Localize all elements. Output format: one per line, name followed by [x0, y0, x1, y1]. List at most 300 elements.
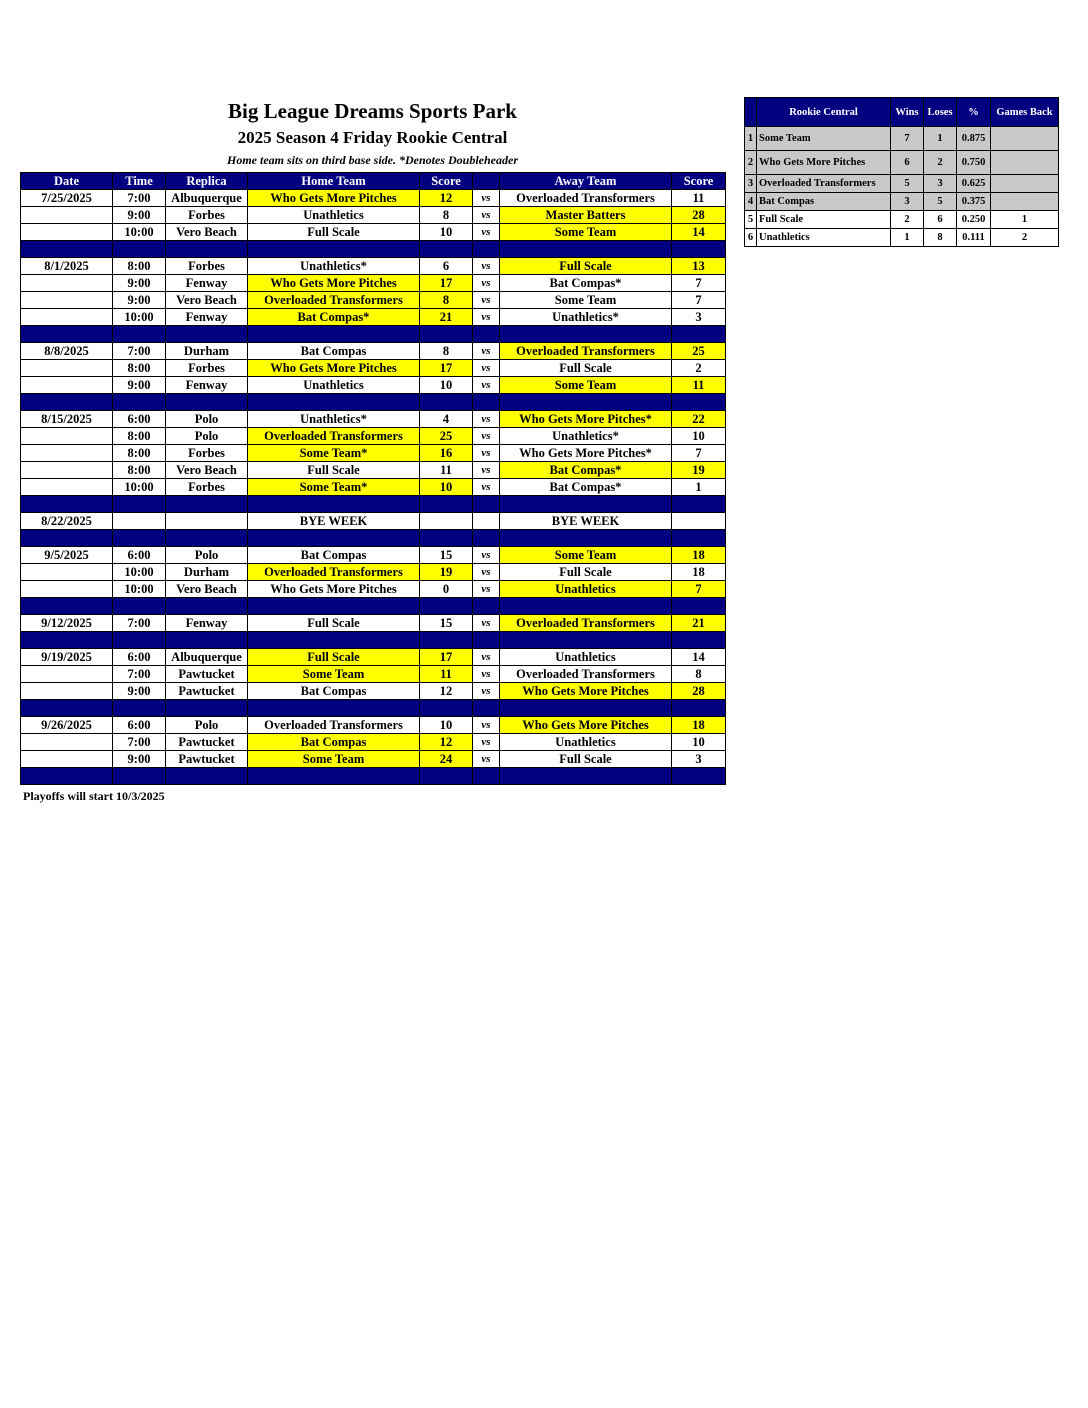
standings-header-rank: [745, 98, 757, 127]
separator-cell: [500, 496, 672, 513]
separator-cell: [21, 530, 113, 547]
cell-away: Some Team: [500, 224, 672, 241]
cell-away: Unathletics: [500, 649, 672, 666]
standings-pct: 0.375: [957, 193, 991, 211]
cell-home-score: 10: [420, 717, 473, 734]
game-row: [21, 581, 726, 598]
cell-home: Some Team*: [248, 445, 420, 462]
separator-row: [21, 632, 726, 649]
standings-games-back: [991, 127, 1059, 151]
separator-row: [21, 496, 726, 513]
cell-vs: vs: [473, 377, 500, 394]
separator-cell: [113, 326, 166, 343]
separator-cell: [473, 326, 500, 343]
game-row: [21, 717, 726, 734]
cell-date: [21, 445, 113, 462]
cell-vs: vs: [473, 462, 500, 479]
cell-home-score: 10: [420, 479, 473, 496]
cell-home: Full Scale: [248, 462, 420, 479]
header-home-score: Score: [420, 173, 473, 190]
separator-cell: [473, 700, 500, 717]
cell-away-score: 21: [672, 615, 726, 632]
cell-away: Who Gets More Pitches: [500, 717, 672, 734]
cell-vs: vs: [473, 428, 500, 445]
cell-replica: Vero Beach: [166, 224, 248, 241]
cell-home: Who Gets More Pitches: [248, 190, 420, 207]
cell-home: Unathletics: [248, 377, 420, 394]
cell-date: 9/5/2025: [21, 547, 113, 564]
cell-date: [21, 462, 113, 479]
standings-division: Overloaded Transformers: [757, 175, 891, 193]
cell-home: Unathletics*: [248, 258, 420, 275]
cell-away-score: 7: [672, 275, 726, 292]
cell-vs: vs: [473, 615, 500, 632]
cell-away-score: 18: [672, 547, 726, 564]
cell-home: Full Scale: [248, 649, 420, 666]
cell-date: [21, 581, 113, 598]
cell-home: Who Gets More Pitches: [248, 275, 420, 292]
separator-cell: [672, 394, 726, 411]
separator-cell: [166, 530, 248, 547]
cell-replica: Albuquerque: [166, 649, 248, 666]
header-date: Date: [21, 173, 113, 190]
separator-cell: [500, 530, 672, 547]
cell-time: 10:00: [113, 309, 166, 326]
cell-date: 8/8/2025: [21, 343, 113, 360]
separator-cell: [113, 598, 166, 615]
standings-wins: 1: [891, 229, 924, 247]
cell-time: 8:00: [113, 360, 166, 377]
cell-vs: vs: [473, 411, 500, 428]
cell-away: Unathletics*: [500, 428, 672, 445]
cell-home: Bat Compas*: [248, 309, 420, 326]
cell-replica: Polo: [166, 428, 248, 445]
cell-home-score: 21: [420, 309, 473, 326]
standings-games-back: [991, 175, 1059, 193]
cell-replica: Fenway: [166, 309, 248, 326]
game-row: [21, 462, 726, 479]
cell-away: Bat Compas*: [500, 462, 672, 479]
game-row: [21, 411, 726, 428]
cell-home: Overloaded Transformers: [248, 292, 420, 309]
cell-away: Full Scale: [500, 751, 672, 768]
separator-cell: [420, 598, 473, 615]
standings-header-wins: Wins: [891, 98, 924, 127]
cell-vs: vs: [473, 292, 500, 309]
cell-vs: vs: [473, 649, 500, 666]
standings-rank: 5: [745, 211, 757, 229]
standings-rank: 2: [745, 151, 757, 175]
separator-cell: [166, 768, 248, 785]
cell-vs: vs: [473, 275, 500, 292]
separator-cell: [113, 768, 166, 785]
standings-division: Who Gets More Pitches: [757, 151, 891, 175]
cell-away: Some Team: [500, 292, 672, 309]
separator-cell: [500, 326, 672, 343]
cell-away: Full Scale: [500, 258, 672, 275]
standings-pct: 0.750: [957, 151, 991, 175]
standings-division: Some Team: [757, 127, 891, 151]
cell-away-score: 14: [672, 224, 726, 241]
game-row: [21, 547, 726, 564]
cell-home-score: 11: [420, 666, 473, 683]
separator-cell: [21, 598, 113, 615]
separator-cell: [248, 241, 420, 258]
separator-cell: [113, 530, 166, 547]
cell-time: 9:00: [113, 377, 166, 394]
cell-away: Some Team: [500, 547, 672, 564]
standings-games-back: [991, 151, 1059, 175]
cell-vs: vs: [473, 207, 500, 224]
cell-time: 6:00: [113, 547, 166, 564]
standings-division: Full Scale: [757, 211, 891, 229]
cell-away: Some Team: [500, 377, 672, 394]
cell-time: 7:00: [113, 734, 166, 751]
standings-games-back: 2: [991, 229, 1059, 247]
standings-wins: 2: [891, 211, 924, 229]
playoffs-note: Playoffs will start 10/3/2025: [23, 789, 165, 803]
game-row: [21, 615, 726, 632]
separator-cell: [248, 598, 420, 615]
standings-loses: 1: [924, 127, 957, 151]
cell-home-score: 17: [420, 360, 473, 377]
separator-cell: [420, 632, 473, 649]
game-row: [21, 751, 726, 768]
separator-cell: [672, 768, 726, 785]
cell-date: 8/15/2025: [21, 411, 113, 428]
separator-cell: [500, 632, 672, 649]
separator-cell: [420, 241, 473, 258]
cell-away-score: 10: [672, 734, 726, 751]
cell-home: Who Gets More Pitches: [248, 581, 420, 598]
cell-time: 8:00: [113, 462, 166, 479]
cell-home: Who Gets More Pitches: [248, 360, 420, 377]
standings-row: [745, 175, 1059, 193]
cell-home-score: 17: [420, 649, 473, 666]
cell-date: [21, 734, 113, 751]
cell-time: 10:00: [113, 479, 166, 496]
standings-row: [745, 211, 1059, 229]
cell-away: Overloaded Transformers: [500, 666, 672, 683]
cell-replica: Fenway: [166, 275, 248, 292]
standings-loses: 6: [924, 211, 957, 229]
cell-time: 8:00: [113, 445, 166, 462]
cell-replica: Forbes: [166, 445, 248, 462]
cell-away-score: [672, 513, 726, 530]
cell-away-score: 28: [672, 683, 726, 700]
cell-away: Full Scale: [500, 360, 672, 377]
cell-date: 8/22/2025: [21, 513, 113, 530]
cell-replica: [166, 513, 248, 530]
game-row: [21, 309, 726, 326]
cell-away-score: 3: [672, 309, 726, 326]
cell-replica: Pawtucket: [166, 666, 248, 683]
page-note: Home team sits on third base side. *Denotes Doubleheader: [227, 153, 518, 167]
cell-away-score: 2: [672, 360, 726, 377]
cell-home-score: 16: [420, 445, 473, 462]
cell-away-score: 1: [672, 479, 726, 496]
cell-vs: [473, 513, 500, 530]
page-title: Big League Dreams Sports Park: [228, 99, 517, 123]
standings-rank: 6: [745, 229, 757, 247]
cell-time: 9:00: [113, 207, 166, 224]
cell-home-score: 12: [420, 190, 473, 207]
cell-away: Overloaded Transformers: [500, 343, 672, 360]
separator-cell: [473, 768, 500, 785]
cell-time: 9:00: [113, 751, 166, 768]
cell-vs: vs: [473, 445, 500, 462]
cell-vs: vs: [473, 479, 500, 496]
cell-time: 7:00: [113, 666, 166, 683]
cell-time: 10:00: [113, 581, 166, 598]
game-row: [21, 666, 726, 683]
separator-cell: [166, 326, 248, 343]
cell-home: Some Team: [248, 751, 420, 768]
cell-vs: vs: [473, 683, 500, 700]
schedule-header-row: [21, 173, 726, 190]
cell-replica: Forbes: [166, 207, 248, 224]
separator-row: [21, 394, 726, 411]
cell-home: Bat Compas: [248, 343, 420, 360]
cell-date: 8/1/2025: [21, 258, 113, 275]
cell-replica: Durham: [166, 343, 248, 360]
separator-cell: [420, 326, 473, 343]
game-row: [21, 360, 726, 377]
cell-vs: vs: [473, 258, 500, 275]
cell-vs: vs: [473, 564, 500, 581]
cell-away-score: 7: [672, 445, 726, 462]
separator-cell: [21, 496, 113, 513]
cell-home-score: [420, 513, 473, 530]
separator-cell: [166, 632, 248, 649]
cell-replica: Pawtucket: [166, 751, 248, 768]
separator-cell: [113, 632, 166, 649]
cell-home: Unathletics: [248, 207, 420, 224]
game-row: [21, 224, 726, 241]
separator-cell: [672, 241, 726, 258]
separator-cell: [21, 241, 113, 258]
cell-home: Bat Compas: [248, 734, 420, 751]
separator-cell: [500, 700, 672, 717]
cell-away-score: 19: [672, 462, 726, 479]
game-row: [21, 190, 726, 207]
cell-date: 9/26/2025: [21, 717, 113, 734]
cell-away: Who Gets More Pitches*: [500, 411, 672, 428]
cell-date: [21, 479, 113, 496]
separator-cell: [248, 496, 420, 513]
cell-home: Full Scale: [248, 224, 420, 241]
separator-cell: [672, 496, 726, 513]
game-row: [21, 275, 726, 292]
schedule-table: [20, 172, 726, 785]
cell-away-score: 7: [672, 581, 726, 598]
separator-cell: [113, 241, 166, 258]
separator-cell: [473, 394, 500, 411]
separator-cell: [248, 326, 420, 343]
cell-replica: Fenway: [166, 615, 248, 632]
standings-pct: 0.625: [957, 175, 991, 193]
separator-cell: [166, 598, 248, 615]
cell-date: [21, 207, 113, 224]
standings-division: Bat Compas: [757, 193, 891, 211]
cell-time: 6:00: [113, 717, 166, 734]
cell-away: Who Gets More Pitches*: [500, 445, 672, 462]
cell-vs: vs: [473, 309, 500, 326]
cell-replica: Forbes: [166, 360, 248, 377]
cell-date: [21, 751, 113, 768]
standings-row: [745, 193, 1059, 211]
cell-away: Bat Compas*: [500, 275, 672, 292]
cell-home-score: 25: [420, 428, 473, 445]
cell-away-score: 3: [672, 751, 726, 768]
cell-time: 6:00: [113, 649, 166, 666]
cell-home: Bat Compas: [248, 547, 420, 564]
cell-home: Bat Compas: [248, 683, 420, 700]
standings-wins: 7: [891, 127, 924, 151]
standings-division: Unathletics: [757, 229, 891, 247]
cell-vs: vs: [473, 717, 500, 734]
cell-away: Full Scale: [500, 564, 672, 581]
separator-cell: [166, 394, 248, 411]
cell-replica: Forbes: [166, 479, 248, 496]
cell-date: [21, 428, 113, 445]
cell-away-score: 13: [672, 258, 726, 275]
game-row: [21, 445, 726, 462]
cell-home-score: 8: [420, 207, 473, 224]
standings-row: [745, 151, 1059, 175]
separator-cell: [248, 768, 420, 785]
game-row: [21, 649, 726, 666]
separator-cell: [166, 496, 248, 513]
cell-home: Overloaded Transformers: [248, 428, 420, 445]
standings-games-back: [991, 193, 1059, 211]
cell-time: 8:00: [113, 428, 166, 445]
cell-date: [21, 292, 113, 309]
standings-rank: 3: [745, 175, 757, 193]
cell-replica: Pawtucket: [166, 734, 248, 751]
game-row: [21, 207, 726, 224]
separator-row: [21, 598, 726, 615]
separator-cell: [420, 394, 473, 411]
cell-time: 9:00: [113, 275, 166, 292]
header-vs: [473, 173, 500, 190]
game-row: [21, 513, 726, 530]
cell-replica: Forbes: [166, 258, 248, 275]
cell-home: Overloaded Transformers: [248, 564, 420, 581]
cell-time: 7:00: [113, 190, 166, 207]
separator-cell: [113, 700, 166, 717]
cell-away-score: 8: [672, 666, 726, 683]
cell-home-score: 19: [420, 564, 473, 581]
separator-cell: [420, 530, 473, 547]
game-row: [21, 564, 726, 581]
cell-home-score: 4: [420, 411, 473, 428]
separator-cell: [21, 326, 113, 343]
separator-cell: [248, 394, 420, 411]
cell-away-score: 10: [672, 428, 726, 445]
cell-home-score: 12: [420, 683, 473, 700]
standings-row: [745, 229, 1059, 247]
separator-cell: [672, 530, 726, 547]
separator-row: [21, 768, 726, 785]
standings-loses: 3: [924, 175, 957, 193]
cell-home-score: 17: [420, 275, 473, 292]
separator-cell: [473, 598, 500, 615]
cell-home-score: 24: [420, 751, 473, 768]
standings-pct: 0.111: [957, 229, 991, 247]
header-time: Time: [113, 173, 166, 190]
cell-date: [21, 564, 113, 581]
separator-cell: [248, 530, 420, 547]
cell-away-score: 28: [672, 207, 726, 224]
standings-loses: 8: [924, 229, 957, 247]
cell-date: [21, 275, 113, 292]
standings-header-pct: %: [957, 98, 991, 127]
cell-home-score: 10: [420, 224, 473, 241]
cell-away-score: 25: [672, 343, 726, 360]
cell-vs: vs: [473, 224, 500, 241]
header-away: Away Team: [500, 173, 672, 190]
standings-loses: 2: [924, 151, 957, 175]
cell-date: [21, 666, 113, 683]
cell-date: 9/12/2025: [21, 615, 113, 632]
cell-vs: vs: [473, 734, 500, 751]
cell-vs: vs: [473, 547, 500, 564]
cell-date: [21, 377, 113, 394]
cell-replica: Polo: [166, 717, 248, 734]
game-row: [21, 428, 726, 445]
standings-pct: 0.250: [957, 211, 991, 229]
cell-home-score: 0: [420, 581, 473, 598]
header-away-score: Score: [672, 173, 726, 190]
cell-home-score: 6: [420, 258, 473, 275]
separator-row: [21, 700, 726, 717]
separator-cell: [500, 768, 672, 785]
cell-date: [21, 683, 113, 700]
separator-cell: [672, 598, 726, 615]
standings-pct: 0.875: [957, 127, 991, 151]
separator-cell: [248, 700, 420, 717]
separator-cell: [21, 768, 113, 785]
cell-time: 10:00: [113, 564, 166, 581]
cell-home-score: 8: [420, 343, 473, 360]
cell-replica: Polo: [166, 547, 248, 564]
cell-time: 9:00: [113, 683, 166, 700]
cell-replica: Durham: [166, 564, 248, 581]
separator-cell: [672, 700, 726, 717]
cell-away-score: 18: [672, 564, 726, 581]
cell-replica: Vero Beach: [166, 292, 248, 309]
cell-date: [21, 224, 113, 241]
cell-date: [21, 360, 113, 377]
cell-time: 10:00: [113, 224, 166, 241]
separator-cell: [473, 530, 500, 547]
separator-row: [21, 530, 726, 547]
separator-cell: [21, 700, 113, 717]
standings-header-loses: Loses: [924, 98, 957, 127]
header-replica: Replica: [166, 173, 248, 190]
standings-table: [744, 97, 1059, 247]
cell-home: Full Scale: [248, 615, 420, 632]
separator-cell: [672, 632, 726, 649]
separator-cell: [500, 394, 672, 411]
cell-home: BYE WEEK: [248, 513, 420, 530]
cell-home: Some Team*: [248, 479, 420, 496]
cell-home: Overloaded Transformers: [248, 717, 420, 734]
game-row: [21, 292, 726, 309]
cell-replica: Pawtucket: [166, 683, 248, 700]
separator-cell: [473, 496, 500, 513]
